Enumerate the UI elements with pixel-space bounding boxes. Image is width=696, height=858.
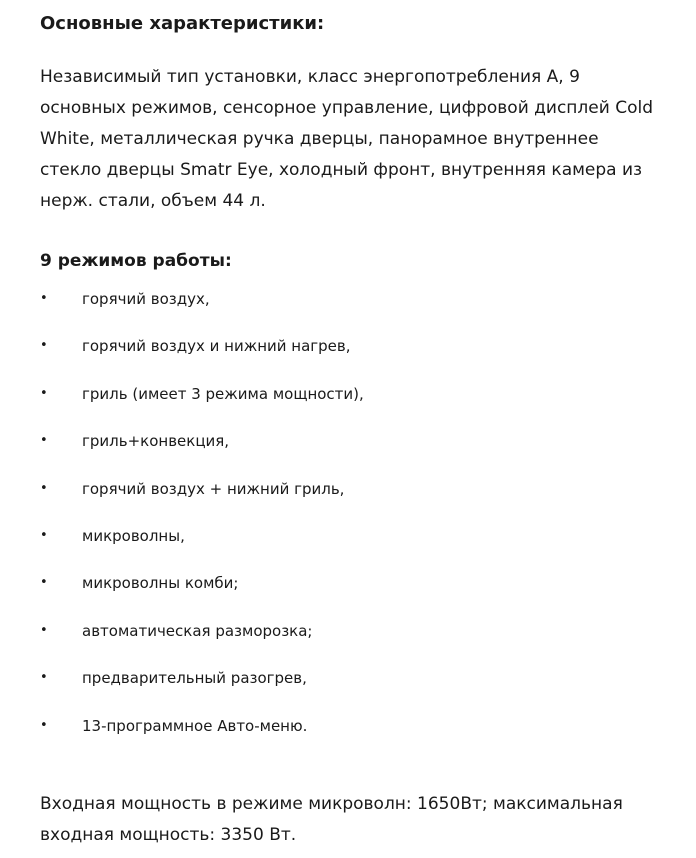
modes-list <box>40 289 680 763</box>
list-item-label: гриль (имеет 3 режима мощности), <box>82 384 364 403</box>
bullet-icon: • <box>40 385 48 401</box>
list-item-label: микроволны комби; <box>82 574 239 593</box>
bullet-icon: • <box>40 717 48 733</box>
list-item-label: горячий воздух и нижний нагрев, <box>82 337 351 356</box>
list-item <box>40 716 680 763</box>
list-item-label: горячий воздух + нижний гриль, <box>82 479 345 498</box>
list-item <box>40 621 680 668</box>
bullet-icon: • <box>40 527 48 543</box>
list-item <box>40 384 680 431</box>
document <box>40 0 680 851</box>
list-item <box>40 668 680 715</box>
list-item-label: гриль+конвекция, <box>82 432 230 451</box>
bullet-icon: • <box>40 291 48 306</box>
bullet-icon: • <box>40 622 48 638</box>
bullet-icon: • <box>40 575 48 591</box>
bullet-icon: • <box>40 480 48 496</box>
list-item-label: микроволны, <box>82 526 185 545</box>
bullet-icon: • <box>40 670 48 686</box>
list-item-label: автоматическая разморозка; <box>82 621 313 640</box>
power-paragraph: Входная мощность в режиме микроволн: 1650Вт; максимальная входная мощность: 3350 Вт. <box>40 793 623 845</box>
bullet-icon: • <box>40 338 48 354</box>
list-item-label: предварительный разогрев, <box>82 669 307 688</box>
list-item <box>40 289 680 336</box>
list-item <box>40 573 680 620</box>
list-item-label: 13-программное Авто-меню. <box>82 716 308 735</box>
list-item <box>40 431 680 478</box>
list-item-label: горячий воздух, <box>82 290 210 308</box>
bullet-icon: • <box>40 433 48 449</box>
intro-paragraph: Независимый тип установки, класс энергопотребления А, 9 основных режимов, сенсорное управление, цифровой дисплей Cold White, металлическая ручка дверцы, панорамное внутреннее стекло дверцы Smatr Eye, холодный фронт, внутренняя камера из нерж. стали, объем 44 л. <box>40 67 653 211</box>
list-item <box>40 526 680 573</box>
modes-title: 9 режимов работы: <box>40 251 232 271</box>
section-heading: Основные характеристики: <box>40 13 325 34</box>
list-item <box>40 479 680 526</box>
list-item <box>40 336 680 383</box>
